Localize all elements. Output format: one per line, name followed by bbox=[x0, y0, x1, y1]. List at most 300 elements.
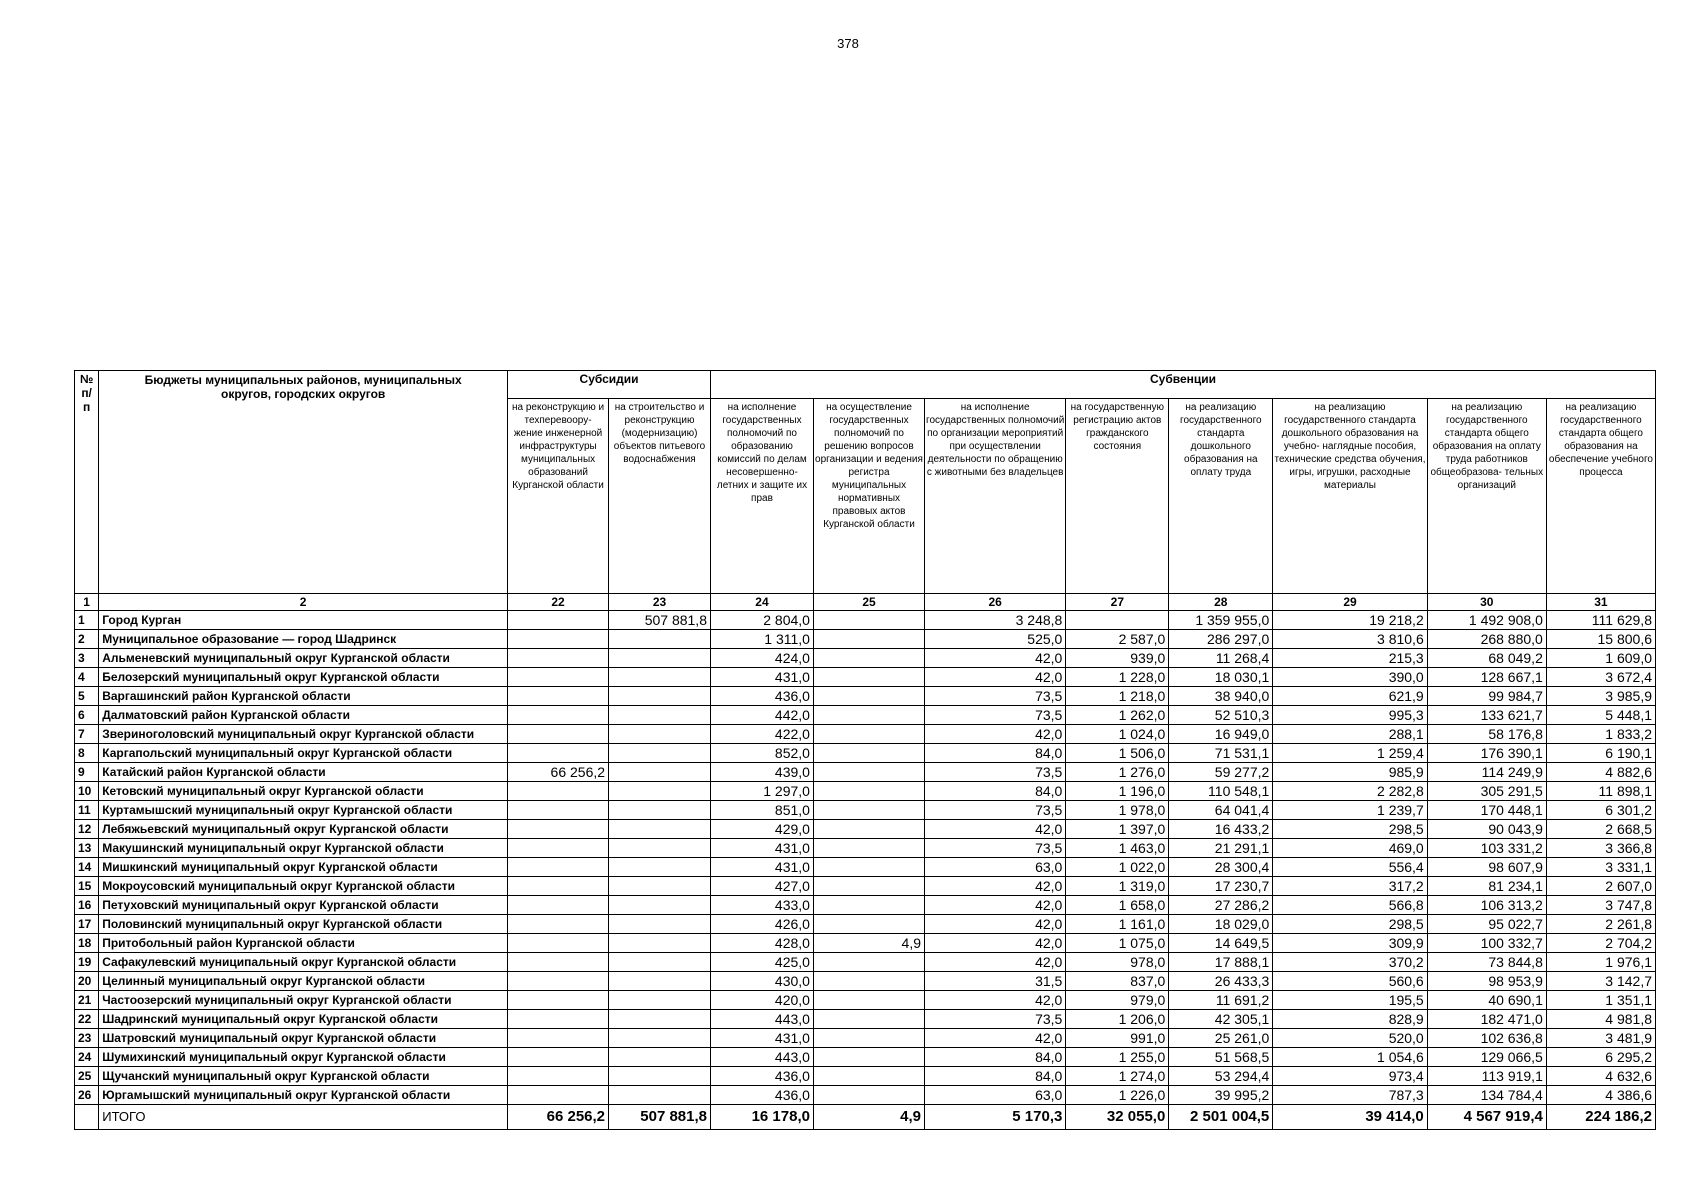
value-cell: 42,0 bbox=[925, 649, 1066, 668]
row-number: 12 bbox=[75, 820, 99, 839]
value-cell: 1 978,0 bbox=[1066, 801, 1169, 820]
value-cell: 3 747,8 bbox=[1546, 896, 1655, 915]
value-cell bbox=[508, 801, 609, 820]
row-number: 23 bbox=[75, 1029, 99, 1048]
table-body bbox=[75, 611, 1656, 1130]
value-cell: 17 230,7 bbox=[1169, 877, 1273, 896]
value-cell bbox=[508, 1067, 609, 1086]
value-cell bbox=[508, 668, 609, 687]
municipality-name: Белозерский муниципальный округ Курганской области bbox=[99, 668, 508, 687]
row-number: 25 bbox=[75, 1067, 99, 1086]
value-cell: 170 448,1 bbox=[1427, 801, 1546, 820]
value-cell: 195,5 bbox=[1273, 991, 1427, 1010]
value-cell bbox=[508, 858, 609, 877]
value-cell: 6 190,1 bbox=[1546, 744, 1655, 763]
value-cell: 6 295,2 bbox=[1546, 1048, 1655, 1067]
value-cell bbox=[508, 991, 609, 1010]
value-cell: 84,0 bbox=[925, 744, 1066, 763]
column-description: на реализацию государственного стандарта общего образования на оплату труда работников общеобразова- тельных организаций bbox=[1427, 399, 1546, 594]
value-cell: 995,3 bbox=[1273, 706, 1427, 725]
column-description: на строительство и реконструкцию (модернизацию) объектов питьевого водоснабжения bbox=[609, 399, 711, 594]
value-cell: 18 030,1 bbox=[1169, 668, 1273, 687]
column-description: на реализацию государственного стандарта дошкольного образования на оплату труда bbox=[1169, 399, 1273, 594]
row-number: 15 bbox=[75, 877, 99, 896]
value-cell: 4 981,8 bbox=[1546, 1010, 1655, 1029]
value-cell bbox=[609, 1029, 711, 1048]
row-number: 5 bbox=[75, 687, 99, 706]
value-cell bbox=[508, 1086, 609, 1105]
value-cell: 430,0 bbox=[711, 972, 814, 991]
column-number: 22 bbox=[508, 594, 609, 611]
value-cell: 2 704,2 bbox=[1546, 934, 1655, 953]
municipality-name: Сафакулевский муниципальный округ Курганской области bbox=[99, 953, 508, 972]
value-cell: 16 949,0 bbox=[1169, 725, 1273, 744]
value-cell: 11 268,4 bbox=[1169, 649, 1273, 668]
value-cell: 1 161,0 bbox=[1066, 915, 1169, 934]
table-row bbox=[75, 915, 1656, 934]
value-cell bbox=[813, 1067, 924, 1086]
value-cell: 84,0 bbox=[925, 1067, 1066, 1086]
value-cell: 68 049,2 bbox=[1427, 649, 1546, 668]
table-row bbox=[75, 896, 1656, 915]
row-number: 22 bbox=[75, 1010, 99, 1029]
municipality-name: Кетовский муниципальный округ Курганской области bbox=[99, 782, 508, 801]
value-cell bbox=[609, 801, 711, 820]
value-cell: 32 055,0 bbox=[1066, 1105, 1169, 1130]
value-cell bbox=[813, 706, 924, 725]
value-cell: 73 844,8 bbox=[1427, 953, 1546, 972]
value-cell: 39 414,0 bbox=[1273, 1105, 1427, 1130]
value-cell: 525,0 bbox=[925, 630, 1066, 649]
value-cell: 224 186,2 bbox=[1546, 1105, 1655, 1130]
value-cell: 370,2 bbox=[1273, 953, 1427, 972]
value-cell: 1 297,0 bbox=[711, 782, 814, 801]
value-cell bbox=[609, 725, 711, 744]
value-cell: 428,0 bbox=[711, 934, 814, 953]
value-cell: 42 305,1 bbox=[1169, 1010, 1273, 1029]
value-cell bbox=[508, 706, 609, 725]
municipality-name: Шадринский муниципальный округ Курганской области bbox=[99, 1010, 508, 1029]
value-cell: 128 667,1 bbox=[1427, 668, 1546, 687]
value-cell: 426,0 bbox=[711, 915, 814, 934]
value-cell: 176 390,1 bbox=[1427, 744, 1546, 763]
value-cell: 431,0 bbox=[711, 668, 814, 687]
value-cell: 73,5 bbox=[925, 687, 1066, 706]
column-number: 26 bbox=[925, 594, 1066, 611]
value-cell bbox=[813, 649, 924, 668]
value-cell: 1 196,0 bbox=[1066, 782, 1169, 801]
value-cell: 979,0 bbox=[1066, 991, 1169, 1010]
value-cell bbox=[609, 953, 711, 972]
value-cell bbox=[1066, 611, 1169, 630]
value-cell: 1 259,4 bbox=[1273, 744, 1427, 763]
row-number: 11 bbox=[75, 801, 99, 820]
value-cell bbox=[609, 687, 711, 706]
value-cell: 1 311,0 bbox=[711, 630, 814, 649]
value-cell: 939,0 bbox=[1066, 649, 1169, 668]
column-number: 31 bbox=[1546, 594, 1655, 611]
value-cell: 427,0 bbox=[711, 877, 814, 896]
value-cell bbox=[813, 782, 924, 801]
municipality-name: Лебяжьевский муниципальный округ Курганской области bbox=[99, 820, 508, 839]
value-cell: 560,6 bbox=[1273, 972, 1427, 991]
value-cell: 26 433,3 bbox=[1169, 972, 1273, 991]
value-cell: 42,0 bbox=[925, 725, 1066, 744]
value-cell bbox=[609, 1067, 711, 1086]
municipality-name: Макушинский муниципальный округ Курганской области bbox=[99, 839, 508, 858]
value-cell bbox=[508, 630, 609, 649]
value-cell bbox=[508, 1010, 609, 1029]
value-cell: 4,9 bbox=[813, 1105, 924, 1130]
table-row bbox=[75, 820, 1656, 839]
value-cell: 51 568,5 bbox=[1169, 1048, 1273, 1067]
table-row bbox=[75, 649, 1656, 668]
value-cell: 431,0 bbox=[711, 1029, 814, 1048]
page-number: 378 bbox=[837, 36, 859, 51]
row-number: 9 bbox=[75, 763, 99, 782]
row-number: 19 bbox=[75, 953, 99, 972]
row-number: 10 bbox=[75, 782, 99, 801]
table-row bbox=[75, 839, 1656, 858]
value-cell: 991,0 bbox=[1066, 1029, 1169, 1048]
subventions-header: Субвенции bbox=[711, 371, 1656, 399]
row-number: 26 bbox=[75, 1086, 99, 1105]
value-cell: 1 239,7 bbox=[1273, 801, 1427, 820]
value-cell: 3 810,6 bbox=[1273, 630, 1427, 649]
value-cell: 42,0 bbox=[925, 953, 1066, 972]
value-cell: 73,5 bbox=[925, 801, 1066, 820]
value-cell: 425,0 bbox=[711, 953, 814, 972]
municipality-name: Звериноголовский муниципальный округ Курганской области bbox=[99, 725, 508, 744]
value-cell: 973,4 bbox=[1273, 1067, 1427, 1086]
value-cell: 2 587,0 bbox=[1066, 630, 1169, 649]
value-cell: 1 359 955,0 bbox=[1169, 611, 1273, 630]
value-cell: 95 022,7 bbox=[1427, 915, 1546, 934]
value-cell: 1 226,0 bbox=[1066, 1086, 1169, 1105]
value-cell bbox=[813, 801, 924, 820]
value-cell: 4 567 919,4 bbox=[1427, 1105, 1546, 1130]
value-cell: 3 672,4 bbox=[1546, 668, 1655, 687]
column-numbers-row bbox=[75, 594, 1656, 611]
value-cell: 431,0 bbox=[711, 839, 814, 858]
value-cell: 4 386,6 bbox=[1546, 1086, 1655, 1105]
row-number bbox=[75, 1105, 99, 1130]
value-cell: 309,9 bbox=[1273, 934, 1427, 953]
value-cell bbox=[813, 877, 924, 896]
value-cell: 110 548,1 bbox=[1169, 782, 1273, 801]
value-cell: 1 506,0 bbox=[1066, 744, 1169, 763]
table-row bbox=[75, 611, 1656, 630]
value-cell bbox=[508, 915, 609, 934]
value-cell: 58 176,8 bbox=[1427, 725, 1546, 744]
value-cell bbox=[813, 1029, 924, 1048]
table-row bbox=[75, 972, 1656, 991]
value-cell bbox=[813, 1086, 924, 1105]
value-cell bbox=[508, 744, 609, 763]
column-description: на реализацию государственного стандарта общего образования на обеспечение учебного процесса bbox=[1546, 399, 1655, 594]
value-cell bbox=[813, 915, 924, 934]
column-number: 1 bbox=[75, 594, 99, 611]
value-cell: 84,0 bbox=[925, 1048, 1066, 1067]
value-cell: 436,0 bbox=[711, 687, 814, 706]
value-cell: 978,0 bbox=[1066, 953, 1169, 972]
value-cell bbox=[609, 649, 711, 668]
value-cell: 73,5 bbox=[925, 706, 1066, 725]
value-cell: 6 301,2 bbox=[1546, 801, 1655, 820]
value-cell bbox=[609, 1086, 711, 1105]
value-cell bbox=[609, 972, 711, 991]
table-row bbox=[75, 706, 1656, 725]
value-cell: 31,5 bbox=[925, 972, 1066, 991]
municipality-name: Щучанский муниципальный округ Курганской области bbox=[99, 1067, 508, 1086]
value-cell bbox=[813, 896, 924, 915]
value-cell: 1 024,0 bbox=[1066, 725, 1169, 744]
value-cell bbox=[813, 972, 924, 991]
value-cell bbox=[508, 725, 609, 744]
value-cell: 66 256,2 bbox=[508, 763, 609, 782]
value-cell: 1 492 908,0 bbox=[1427, 611, 1546, 630]
value-cell bbox=[609, 1048, 711, 1067]
value-cell: 5 170,3 bbox=[925, 1105, 1066, 1130]
value-cell: 317,2 bbox=[1273, 877, 1427, 896]
value-cell bbox=[813, 991, 924, 1010]
row-number: 16 bbox=[75, 896, 99, 915]
value-cell: 90 043,9 bbox=[1427, 820, 1546, 839]
row-number: 1 bbox=[75, 611, 99, 630]
value-cell: 100 332,7 bbox=[1427, 934, 1546, 953]
row-number: 7 bbox=[75, 725, 99, 744]
value-cell: 129 066,5 bbox=[1427, 1048, 1546, 1067]
value-cell: 429,0 bbox=[711, 820, 814, 839]
value-cell: 42,0 bbox=[925, 991, 1066, 1010]
value-cell bbox=[813, 858, 924, 877]
municipality-name: Куртамышский муниципальный округ Курганской области bbox=[99, 801, 508, 820]
table-row bbox=[75, 782, 1656, 801]
subsidies-header: Субсидии bbox=[508, 371, 711, 399]
value-cell: 16 433,2 bbox=[1169, 820, 1273, 839]
table-row bbox=[75, 1010, 1656, 1029]
row-number: 17 bbox=[75, 915, 99, 934]
table-row bbox=[75, 1086, 1656, 1105]
value-cell bbox=[609, 820, 711, 839]
value-cell bbox=[609, 896, 711, 915]
value-cell: 38 940,0 bbox=[1169, 687, 1273, 706]
municipality-name: Шатровский муниципальный округ Курганской области bbox=[99, 1029, 508, 1048]
value-cell: 98 953,9 bbox=[1427, 972, 1546, 991]
value-cell bbox=[813, 725, 924, 744]
value-cell: 305 291,5 bbox=[1427, 782, 1546, 801]
value-cell: 11 898,1 bbox=[1546, 782, 1655, 801]
value-cell bbox=[508, 1029, 609, 1048]
value-cell: 1 228,0 bbox=[1066, 668, 1169, 687]
value-cell bbox=[609, 877, 711, 896]
value-cell: 507 881,8 bbox=[609, 611, 711, 630]
column-number: 23 bbox=[609, 594, 711, 611]
value-cell bbox=[813, 953, 924, 972]
value-cell: 422,0 bbox=[711, 725, 814, 744]
row-number: 21 bbox=[75, 991, 99, 1010]
column-number: 30 bbox=[1427, 594, 1546, 611]
value-cell: 215,3 bbox=[1273, 649, 1427, 668]
value-cell: 439,0 bbox=[711, 763, 814, 782]
value-cell: 73,5 bbox=[925, 1010, 1066, 1029]
value-cell: 442,0 bbox=[711, 706, 814, 725]
municipality-name: Мокроусовский муниципальный округ Курганской области bbox=[99, 877, 508, 896]
row-number: 20 bbox=[75, 972, 99, 991]
value-cell bbox=[813, 744, 924, 763]
value-cell: 53 294,4 bbox=[1169, 1067, 1273, 1086]
municipality-name: Частоозерский муниципальный округ Курганской области bbox=[99, 991, 508, 1010]
value-cell: 288,1 bbox=[1273, 725, 1427, 744]
value-cell: 25 261,0 bbox=[1169, 1029, 1273, 1048]
table-row bbox=[75, 858, 1656, 877]
value-cell: 566,8 bbox=[1273, 896, 1427, 915]
value-cell bbox=[508, 611, 609, 630]
value-cell: 1 206,0 bbox=[1066, 1010, 1169, 1029]
value-cell bbox=[813, 687, 924, 706]
value-cell bbox=[508, 877, 609, 896]
row-number: 2 bbox=[75, 630, 99, 649]
value-cell bbox=[813, 763, 924, 782]
value-cell: 3 985,9 bbox=[1546, 687, 1655, 706]
table-row bbox=[75, 1048, 1656, 1067]
value-cell: 2 282,8 bbox=[1273, 782, 1427, 801]
value-cell: 16 178,0 bbox=[711, 1105, 814, 1130]
value-cell: 3 142,7 bbox=[1546, 972, 1655, 991]
value-cell: 66 256,2 bbox=[508, 1105, 609, 1130]
value-cell: 1 397,0 bbox=[1066, 820, 1169, 839]
value-cell bbox=[609, 858, 711, 877]
value-cell: 40 690,1 bbox=[1427, 991, 1546, 1010]
value-cell: 21 291,1 bbox=[1169, 839, 1273, 858]
row-number: 4 bbox=[75, 668, 99, 687]
value-cell bbox=[508, 972, 609, 991]
column-number: 25 bbox=[813, 594, 924, 611]
municipality-name: Варгашинский район Курганской области bbox=[99, 687, 508, 706]
municipality-name: Притобольный район Курганской области bbox=[99, 934, 508, 953]
value-cell: 3 331,1 bbox=[1546, 858, 1655, 877]
value-cell: 134 784,4 bbox=[1427, 1086, 1546, 1105]
value-cell: 99 984,7 bbox=[1427, 687, 1546, 706]
column-description: на исполнение государственных полномочий по образованию комиссий по делам несовершенно- летних и защите их прав bbox=[711, 399, 814, 594]
value-cell: 520,0 bbox=[1273, 1029, 1427, 1048]
num-header: № п/п bbox=[75, 371, 99, 594]
value-cell: 1 274,0 bbox=[1066, 1067, 1169, 1086]
value-cell bbox=[609, 934, 711, 953]
column-description: на реализацию государственного стандарта дошкольного образования на учебно- наглядные пособия, технические средства обучения, игры, игрушки, расходные материалы bbox=[1273, 399, 1427, 594]
value-cell bbox=[609, 668, 711, 687]
row-number: 24 bbox=[75, 1048, 99, 1067]
column-description: на реконструкцию и техперевоору- жение инженерной инфраструктуры муниципальных образований Курганской области bbox=[508, 399, 609, 594]
value-cell: 298,5 bbox=[1273, 820, 1427, 839]
row-number: 14 bbox=[75, 858, 99, 877]
value-cell: 4 632,6 bbox=[1546, 1067, 1655, 1086]
value-cell: 1 075,0 bbox=[1066, 934, 1169, 953]
value-cell: 1 463,0 bbox=[1066, 839, 1169, 858]
value-cell bbox=[609, 991, 711, 1010]
table-header bbox=[75, 371, 1656, 611]
value-cell: 433,0 bbox=[711, 896, 814, 915]
value-cell: 73,5 bbox=[925, 839, 1066, 858]
value-cell bbox=[508, 896, 609, 915]
column-number: 24 bbox=[711, 594, 814, 611]
table-row bbox=[75, 630, 1656, 649]
table-row bbox=[75, 668, 1656, 687]
value-cell: 507 881,8 bbox=[609, 1105, 711, 1130]
value-cell: 73,5 bbox=[925, 763, 1066, 782]
value-cell: 556,4 bbox=[1273, 858, 1427, 877]
value-cell: 182 471,0 bbox=[1427, 1010, 1546, 1029]
value-cell bbox=[813, 839, 924, 858]
value-cell: 42,0 bbox=[925, 896, 1066, 915]
value-cell bbox=[508, 649, 609, 668]
value-cell: 64 041,4 bbox=[1169, 801, 1273, 820]
value-cell: 42,0 bbox=[925, 668, 1066, 687]
value-cell bbox=[813, 1048, 924, 1067]
value-cell: 5 448,1 bbox=[1546, 706, 1655, 725]
value-cell: 3 248,8 bbox=[925, 611, 1066, 630]
value-cell bbox=[609, 782, 711, 801]
table-row bbox=[75, 763, 1656, 782]
value-cell: 852,0 bbox=[711, 744, 814, 763]
value-cell: 443,0 bbox=[711, 1010, 814, 1029]
value-cell: 837,0 bbox=[1066, 972, 1169, 991]
value-cell: 436,0 bbox=[711, 1086, 814, 1105]
budget-table bbox=[74, 370, 1656, 1130]
municipality-name: Каргапольский муниципальный округ Курганской области bbox=[99, 744, 508, 763]
name-header: Бюджеты муниципальных районов, муниципальных округов, городских округов bbox=[99, 371, 508, 594]
value-cell: 431,0 bbox=[711, 858, 814, 877]
value-cell: 114 249,9 bbox=[1427, 763, 1546, 782]
value-cell: 3 366,8 bbox=[1546, 839, 1655, 858]
value-cell: 4 882,6 bbox=[1546, 763, 1655, 782]
value-cell bbox=[813, 630, 924, 649]
value-cell bbox=[813, 820, 924, 839]
table-row bbox=[75, 953, 1656, 972]
value-cell: 63,0 bbox=[925, 858, 1066, 877]
municipality-name: Половинский муниципальный округ Курганской области bbox=[99, 915, 508, 934]
value-cell bbox=[609, 763, 711, 782]
value-cell: 71 531,1 bbox=[1169, 744, 1273, 763]
value-cell: 1 609,0 bbox=[1546, 649, 1655, 668]
table-row bbox=[75, 744, 1656, 763]
table-row bbox=[75, 1067, 1656, 1086]
value-cell: 443,0 bbox=[711, 1048, 814, 1067]
municipality-name: Муниципальное образование — город Шадринск bbox=[99, 630, 508, 649]
column-description: на исполнение государственных полномочий по организации мероприятий при осуществлении деятельности по обращению с животными без владельцев bbox=[925, 399, 1066, 594]
value-cell: 1 262,0 bbox=[1066, 706, 1169, 725]
municipality-name: Альменевский муниципальный округ Курганской области bbox=[99, 649, 508, 668]
value-cell: 18 029,0 bbox=[1169, 915, 1273, 934]
value-cell: 1 054,6 bbox=[1273, 1048, 1427, 1067]
value-cell bbox=[508, 953, 609, 972]
value-cell: 1 319,0 bbox=[1066, 877, 1169, 896]
column-number: 28 bbox=[1169, 594, 1273, 611]
municipality-name: Далматовский район Курганской области bbox=[99, 706, 508, 725]
value-cell: 113 919,1 bbox=[1427, 1067, 1546, 1086]
value-cell: 469,0 bbox=[1273, 839, 1427, 858]
row-number: 8 bbox=[75, 744, 99, 763]
municipality-name: Петуховский муниципальный округ Курганской области bbox=[99, 896, 508, 915]
value-cell: 1 976,1 bbox=[1546, 953, 1655, 972]
table-row bbox=[75, 687, 1656, 706]
column-description: на осуществление государственных полномочий по решению вопросов организации и ведения регистра муниципальных нормативных правовых актов Курганской области bbox=[813, 399, 924, 594]
value-cell: 42,0 bbox=[925, 1029, 1066, 1048]
municipality-name: Юргамышский муниципальный округ Курганской области bbox=[99, 1086, 508, 1105]
value-cell: 52 510,3 bbox=[1169, 706, 1273, 725]
table-row bbox=[75, 1029, 1656, 1048]
value-cell: 298,5 bbox=[1273, 915, 1427, 934]
